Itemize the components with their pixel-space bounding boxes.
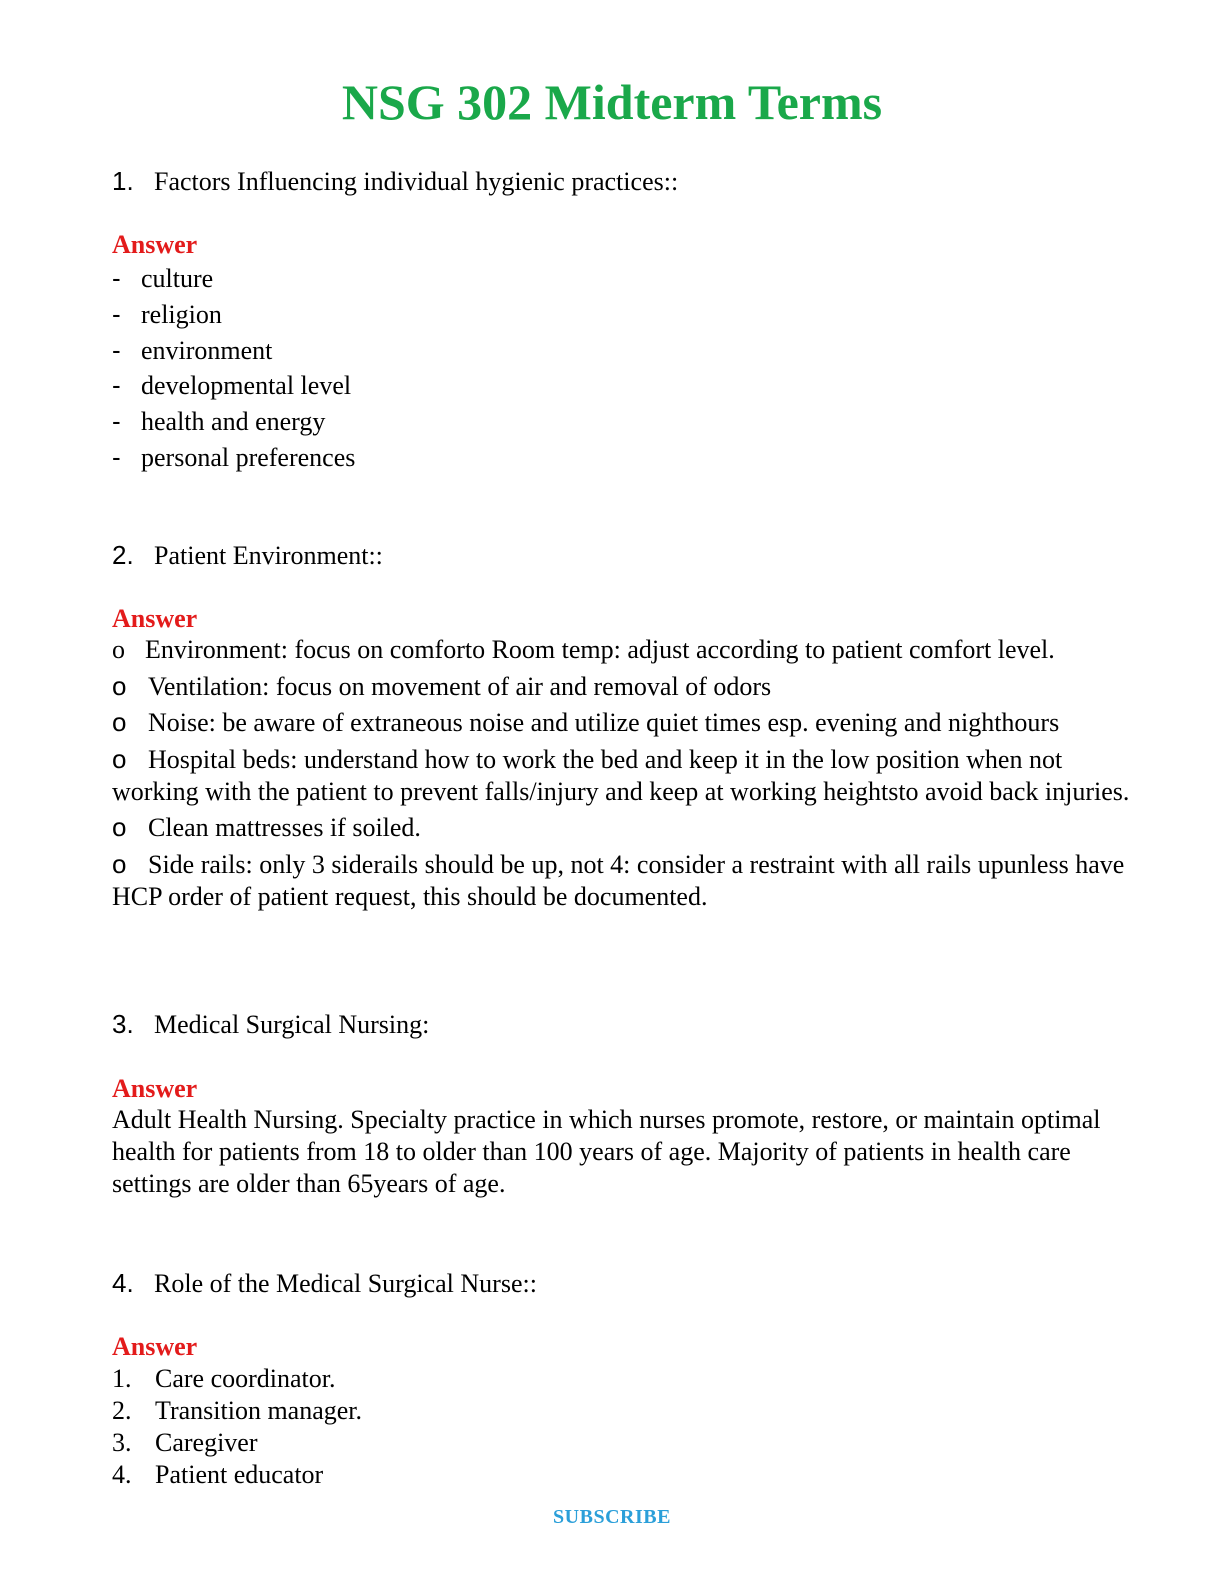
list-item-text: Caregiver xyxy=(155,1428,258,1457)
list-item xyxy=(112,1363,362,1395)
list-item xyxy=(112,261,355,297)
list-item-text: Patient educator xyxy=(155,1460,324,1489)
list-item-text: Noise: be aware of extraneous noise and utilize quiet times esp. evening and nighthours xyxy=(148,708,1060,737)
page-title: NSG 302 Midterm Terms xyxy=(341,74,883,130)
question-number: 2. xyxy=(112,540,134,570)
dash-bullet: - xyxy=(112,298,121,329)
dash-bullet: - xyxy=(112,441,121,472)
list-item xyxy=(112,811,1132,844)
circle-bullet: o xyxy=(112,743,127,774)
list-item-text: health and energy xyxy=(141,407,326,437)
circle-bullet: o xyxy=(112,848,127,879)
answer-list-q2 xyxy=(112,634,1132,916)
list-item-text: Transition manager. xyxy=(155,1396,363,1425)
list-number: 1. xyxy=(112,1364,132,1393)
list-item-text: Hospital beds: understand how to work the bed and keep it in the low position when not working with the patient to prevent falls/injury and keep at working heightsto avoid back injuries. xyxy=(112,744,1130,806)
dash-bullet: - xyxy=(112,370,121,401)
circle-bullet: o xyxy=(112,670,127,701)
list-item xyxy=(112,743,1132,808)
dash-bullet: - xyxy=(112,334,121,365)
list-item-text: Environment: focus on comforto Room temp: adjust according to patient comfort level. xyxy=(145,635,1055,664)
list-item xyxy=(112,848,1132,913)
circle-bullet: o xyxy=(112,707,127,737)
question-text: Role of the Medical Surgical Nurse:: xyxy=(154,1269,537,1298)
list-item-text: Clean mattresses if soiled. xyxy=(148,813,421,842)
circle-bullet: o xyxy=(112,635,125,664)
list-item-text: culture xyxy=(141,264,214,293)
list-item xyxy=(112,297,355,333)
question-1 xyxy=(112,164,678,199)
answer-label: Answer xyxy=(112,1332,198,1361)
list-number: 2. xyxy=(112,1396,132,1425)
list-item xyxy=(112,670,1132,703)
list-item-text: personal preferences xyxy=(141,442,356,472)
list-item xyxy=(112,368,355,404)
question-number: 1. xyxy=(112,166,134,196)
list-number: 3. xyxy=(112,1428,132,1457)
list-item-text: developmental level xyxy=(141,371,352,401)
question-2 xyxy=(112,538,383,573)
list-item xyxy=(112,1395,362,1427)
answer-label: Answer xyxy=(112,604,198,633)
list-item xyxy=(112,404,355,440)
circle-bullet: o xyxy=(112,812,127,842)
list-number: 4. xyxy=(112,1460,132,1489)
list-item xyxy=(112,1427,362,1459)
question-text: Medical Surgical Nursing: xyxy=(154,1010,430,1039)
list-item-text: Ventilation: focus on movement of air and removal of odors xyxy=(148,671,772,701)
list-item-text: Care coordinator. xyxy=(155,1364,336,1393)
question-number: 3. xyxy=(112,1009,134,1039)
answer-list-q1 xyxy=(112,261,355,476)
answer-label: Answer xyxy=(112,230,198,259)
question-number: 4. xyxy=(112,1268,134,1298)
subscribe-link[interactable]: SUBSCRIBE xyxy=(553,1506,671,1528)
dash-bullet: - xyxy=(112,406,121,437)
dash-bullet: - xyxy=(112,263,121,293)
list-item xyxy=(112,634,1132,666)
list-item-text: environment xyxy=(141,335,273,365)
answer-label: Answer xyxy=(112,1074,198,1103)
question-text: Factors Influencing individual hygienic practices:: xyxy=(154,167,679,196)
list-item xyxy=(112,1459,362,1491)
list-item-text: Side rails: only 3 siderails should be up, not 4: consider a restraint with all rails upunless have HCP order of patient request, this should be documented. xyxy=(112,849,1125,911)
question-3 xyxy=(112,1007,429,1042)
answer-list-q4 xyxy=(112,1363,362,1491)
question-4 xyxy=(112,1266,537,1301)
list-item xyxy=(112,706,1132,739)
list-item xyxy=(112,440,355,476)
list-item xyxy=(112,333,355,369)
answer-paragraph: Adult Health Nursing. Specialty practice in which nurses promote, restore, or maintain optimal health for patients from 18 to older than 100 years of age. Majority of patients in health care settings are older than 65years of age. xyxy=(112,1105,1101,1198)
question-text: Patient Environment:: xyxy=(154,541,383,570)
list-item-text: religion xyxy=(141,299,222,329)
